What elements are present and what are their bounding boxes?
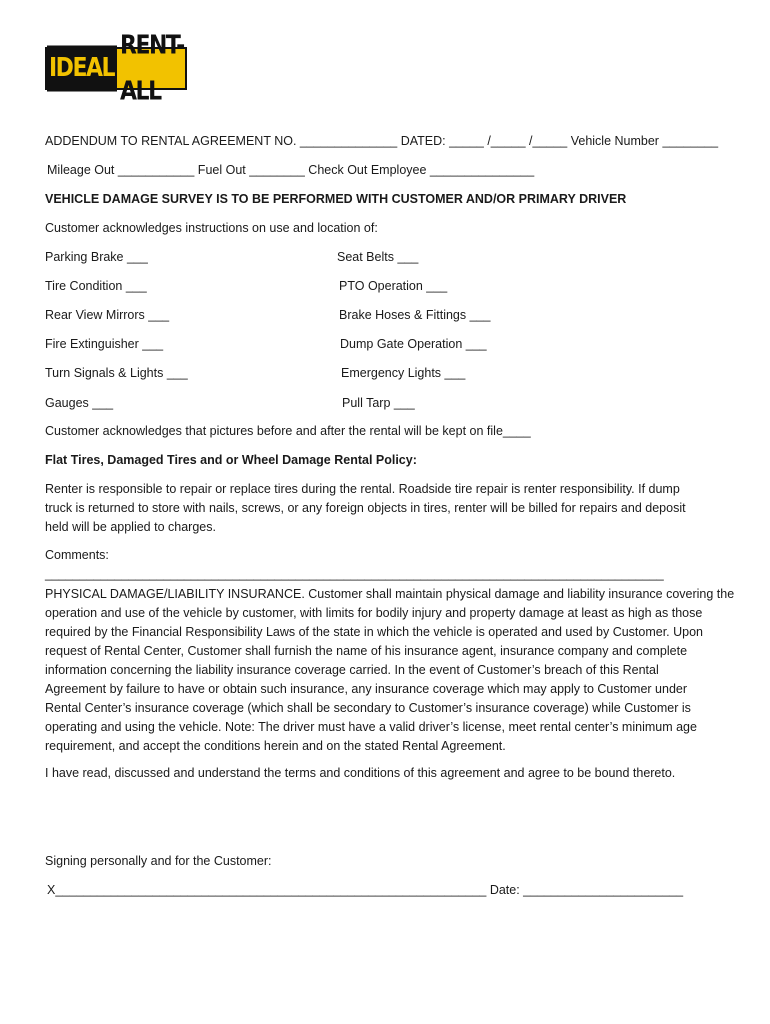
insurance-line: required by the Financial Responsibility Laws of the state in which the vehicle is operated and used by Customer. Upon: [45, 625, 704, 639]
insurance-line: requirement, and accept the conditions herein and on the stated Rental Agreement.: [45, 739, 506, 753]
insurance-line: PHYSICAL DAMAGE/LIABILITY INSURANCE. Customer shall maintain physical damage and liability insurance covering the: [45, 587, 735, 601]
insurance-line: Agreement by failure to have or obtain such insurance, any insurance coverage which may apply to Customer under: [45, 682, 688, 696]
tire-policy-line: truck is returned to store with nails, screws, or any foreign objects in tires, renter will be billed for repairs and deposit: [45, 501, 686, 515]
survey-heading: VEHICLE DAMAGE SURVEY IS TO BE PERFORMED WITH CUSTOMER AND/OR PRIMARY DRIVER: [45, 192, 627, 206]
agreement-statement: I have read, discussed and understand the terms and conditions of this agreement and agree to be bound thereto.: [45, 766, 676, 780]
tire-policy-line: held will be applied to charges.: [45, 520, 216, 534]
logo-ideal-text: IDEAL: [47, 45, 117, 91]
insurance-paragraph: [45, 585, 735, 756]
comments-label: Comments:: [45, 548, 109, 562]
signature-label: Signing personally and for the Customer:: [45, 854, 272, 868]
tire-policy-heading: Flat Tires, Damaged Tires and or Wheel Damage Rental Policy:: [45, 453, 417, 467]
insurance-line: request of Rental Center, Customer shall furnish the name of his insurance agent, insurance company and complete: [45, 644, 688, 658]
pictures-acknowledgement: Customer acknowledges that pictures before and after the rental will be kept on file____: [45, 424, 531, 438]
mileage-line: Mileage Out ___________ Fuel Out ________ Check Out Employee _______________: [47, 163, 535, 177]
insurance-line: information concerning the liability insurance coverage carried. In the event of Customer’s breach of this Rental: [45, 663, 659, 677]
tire-policy-paragraph: [45, 480, 725, 537]
checklist-item-dump-gate: Dump Gate Operation ___: [340, 337, 487, 351]
checklist-item-gauges: Gauges ___: [45, 396, 114, 410]
checklist-item-brake-hoses: Brake Hoses & Fittings ___: [339, 308, 491, 322]
insurance-line: operating and using the vehicle. Note: The driver must have a valid driver’s license, meet rental center’s minimum age: [45, 720, 697, 734]
logo-rent-all-text: RENT-ALL: [120, 30, 184, 107]
comments-blank-line: _________________________________________________________________________________________: [45, 567, 664, 581]
ideal-rent-all-logo: [45, 30, 187, 107]
tire-policy-line: Renter is responsible to repair or replace tires during the rental. Roadside tire repair is renter responsibility. If dump: [45, 482, 680, 496]
checklist-item-seat-belts: Seat Belts ___: [337, 250, 419, 264]
checklist-item-rear-view-mirrors: Rear View Mirrors ___: [45, 308, 170, 322]
checklist-item-turn-signals: Turn Signals & Lights ___: [45, 366, 188, 380]
insurance-line: Rental Center’s insurance coverage (which shall be secondary to Customer’s insurance coverage) while Customer is: [45, 701, 691, 715]
checklist-item-pull-tarp: Pull Tarp ___: [342, 396, 415, 410]
checklist-item-parking-brake: Parking Brake ___: [45, 250, 148, 264]
survey-intro: Customer acknowledges instructions on use and location of:: [45, 221, 378, 235]
insurance-line: operation and use of the vehicle by customer, with limits for bodily injury and property damage at least as high as those: [45, 606, 703, 620]
checklist-item-emergency-lights: Emergency Lights ___: [341, 366, 466, 380]
signature-date-line: X______________________________________________________________ Date: _______________________: [47, 883, 684, 897]
checklist-item-pto-operation: PTO Operation ___: [339, 279, 448, 293]
checklist-item-tire-condition: Tire Condition ___: [45, 279, 147, 293]
addendum-line: ADDENDUM TO RENTAL AGREEMENT NO. ______________ DATED: _____ /_____ /_____ Vehicle Number ________: [45, 134, 719, 148]
checklist-item-fire-extinguisher: Fire Extinguisher ___: [45, 337, 164, 351]
